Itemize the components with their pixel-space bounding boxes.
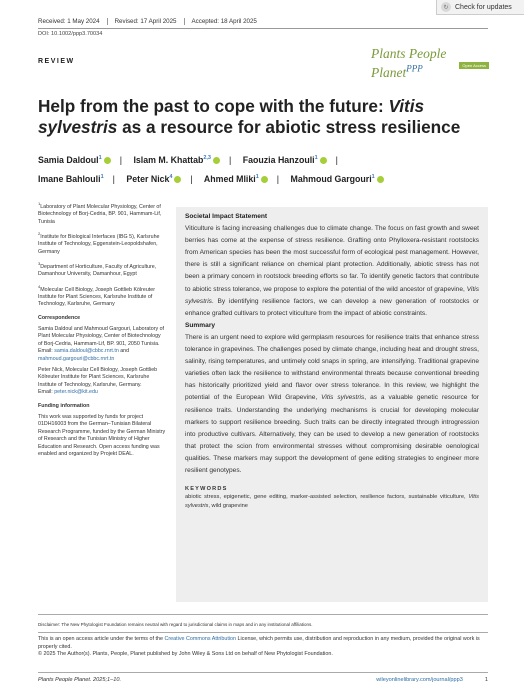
page-footer xyxy=(38,672,488,683)
author-list: Samia Daldoul$^1$ | Islam M. Khattab$^{2,3}$ | Faouzia Hanzouli$^1$ | Imane Bahlouli$^1$ | Peter Nick$^4$ | Ahmed Mliki$^1$ | Mahmoud Gargouri$^1$ xyxy=(38,150,488,188)
article-title xyxy=(38,96,478,138)
author[interactable]: Samia Daldoul$^1$ xyxy=(38,155,111,165)
author[interactable]: Imane Bahlouli$^1$ xyxy=(38,173,104,184)
funding-text: This work was supported by funds for project 01DH16003 from the German–Tunisian Bilateral Research Programme, funded by the German Ministry of Research and the Tunisian Ministry of Higher Education and Research. Open access funding was enabled and organized by Projekt DEAL. xyxy=(38,414,166,458)
orcid-icon[interactable] xyxy=(174,176,181,183)
author[interactable]: Islam M. Khattab$^{2,3}$ xyxy=(133,155,220,165)
orcid-icon[interactable] xyxy=(213,157,220,164)
keywords: abiotic stress, epigenetic, gene editing, marker-assisted selection, resilience factors, sustainable viticulture, Vitis sylvestris, wild grapevine xyxy=(185,494,479,509)
author[interactable]: Faouzia Hanzouli$^1$ xyxy=(243,155,327,165)
journal-logo-sup: PPP xyxy=(406,63,423,73)
check-for-updates-button[interactable] xyxy=(436,0,524,15)
journal-logo-badge: Open Access xyxy=(459,62,489,69)
affiliation: $^2$Institute for Biological Interfaces (IBG 5), Karlsruhe Institute of Technology, Eggenstein-Leopoldshafen, Germany xyxy=(38,230,160,255)
email-link[interactable]: mahmoud.gargouri@cbbc.rnrt.tn xyxy=(38,355,115,362)
orcid-icon[interactable] xyxy=(104,157,111,164)
correspondence: Peter Nick, Molecular Cell Biology, Joseph Gottlieb Kölreuter Institute for Plant Sciences, Karlsruhe Institute of Technology, Karlsruhe, Germany. Email: peter.nick@kit.edu xyxy=(38,366,158,396)
summary-heading: Summary xyxy=(185,321,216,329)
affiliations-column xyxy=(38,200,166,462)
title-part: as a resource for abiotic stress resilience xyxy=(117,117,461,137)
email-link[interactable]: peter.nick@kit.edu xyxy=(54,389,98,396)
title-species: Vitis sylvestris xyxy=(38,96,425,137)
received-date: Received: 1 May 2024 xyxy=(38,18,100,25)
license-text: This is an open access article under the terms of the Creative Commons Attribution License, which permits use, distribution and reproduction in any medium, provided the original work is properly cited. © 2025 The Author(s). Plants, People, Planet published by John Wiley & Sons Ltd on behalf of New Phytologist Foundation. xyxy=(38,632,488,659)
refresh-icon: ↻ xyxy=(441,2,451,12)
check-updates-label: Check for updates xyxy=(455,3,512,11)
divider xyxy=(184,18,185,25)
correspondence: Samia Daldoul and Mahmoud Gargouri, Laboratory of Plant Molecular Physiology, Center of Biotechnology of Borj-Cedria, Hammam-Lif, BP. 901, 2050 Tunisia. Email: samia.daldoul@cbbc.rnrt.tn and mahmoud.gargouri@cbbc.rnrt.tn xyxy=(38,325,165,362)
orcid-icon[interactable] xyxy=(320,157,327,164)
citation: Plants People Planet. 2025;1–10. xyxy=(38,677,122,683)
page-number: 1 xyxy=(484,677,488,683)
journal-logo-text: Plants People Planet xyxy=(371,46,447,80)
abstract-box xyxy=(176,207,488,602)
keywords-heading: KEYWORDS xyxy=(185,486,228,493)
funding-heading: Funding information xyxy=(38,402,90,409)
section-label: REVIEW xyxy=(38,58,75,65)
email-link[interactable]: samia.daldoul@cbbc.rnrt.tn xyxy=(54,348,119,355)
license-link[interactable]: Creative Commons Attribution xyxy=(164,636,237,642)
disclaimer: Disclaimer: The New Phytologist Foundation remains neutral with regard to jurisdictional claims in maps and in any institutional affiliations. xyxy=(38,614,488,627)
author[interactable]: Ahmed Mliki$^1$ xyxy=(204,174,268,184)
accepted-date: Accepted: 18 April 2025 xyxy=(191,18,257,25)
affiliation: $^4$Molecular Cell Biology, Joseph Gottlieb Kölreuter Institute for Plant Sciences, Karlsruhe Institute of Technology, Karlsruhe, Germany xyxy=(38,283,155,308)
doi[interactable]: DOI: 10.1002/ppp3.70034 xyxy=(38,31,103,37)
author[interactable]: Peter Nick$^4$ xyxy=(126,174,181,184)
article-dates xyxy=(38,18,257,25)
orcid-icon[interactable] xyxy=(377,176,384,183)
author[interactable]: Mahmoud Gargouri$^1$ xyxy=(291,174,384,184)
correspondence-heading: Correspondence xyxy=(38,314,81,321)
orcid-icon[interactable] xyxy=(261,176,268,183)
affiliation: $^3$Department of Horticulture, Faculty of Agriculture, Damanhour University, Damanhour, Egypt xyxy=(38,260,157,278)
journal-logo xyxy=(371,45,489,80)
divider xyxy=(107,18,108,25)
revised-date: Revised: 17 April 2025 xyxy=(114,18,177,25)
impact-text: Viticulture is facing increasing challenges due to climate change. The focus on fast growth and sweet berries has come at the expense of stress resilience. Grafting onto Phylloxera-resistant rootstocks from American species has been the most successful form of ecological pest management. However, there is still a significant reliance on chemical plant protection. Additionally, abiotic stress has not been a primary concern in rootstock breeding efforts so far. To identify genetic factors that contribute to abiotic stress tolerance, we propose to explore the potential of the wild ancestor of grapevine, Vitis sylvestris. By identifying resilience factors, we can develop a new generation of rootstocks or enhance grafted cultivars to protect viticulture from the impact of abiotic constraints. xyxy=(185,225,479,317)
header-rule xyxy=(38,28,488,29)
impact-heading: Societal Impact Statement xyxy=(185,213,268,220)
title-part: Help from the past to cope with the future: xyxy=(38,96,389,116)
affiliation: $^1$Laboratory of Plant Molecular Physiology, Center of Biotechnology of Borj-Cedria, BP. 901, Hammam-Lif, Tunisia xyxy=(38,201,162,225)
summary-text: There is an urgent need to explore wild germplasm resources for resilience traits that enhance stress tolerance in grapevines. The challenges posed by climate change, including heat and drought stress, salinity, rising temperatures, and untimely cold snaps in spring, are intensifying. Traditional grapevine varieties often lack the resilience to withstand environmental threats because conventional breeding has historically prioritized yield and flavor over stress tolerance. In this review, we highlight the potential of the European Wild Grapevine, Vitis sylvestris, as a valuable genetic resource for resilience traits. Understanding the underlying mechanisms is crucial for developing molecular markers to support resilience breeding. Such traits can be directly integrated through introgression into productive cultivars. Alternatively, they can be used to develop a new generation of rootstocks that protect the scion from environmental stresses without compromising desirable oenological qualities. These markers may support the development of gene editing strategies to engineer more resilient genotypes. xyxy=(185,333,479,474)
journal-url-link[interactable]: wileyonlinelibrary.com/journal/ppp3 xyxy=(376,677,463,683)
